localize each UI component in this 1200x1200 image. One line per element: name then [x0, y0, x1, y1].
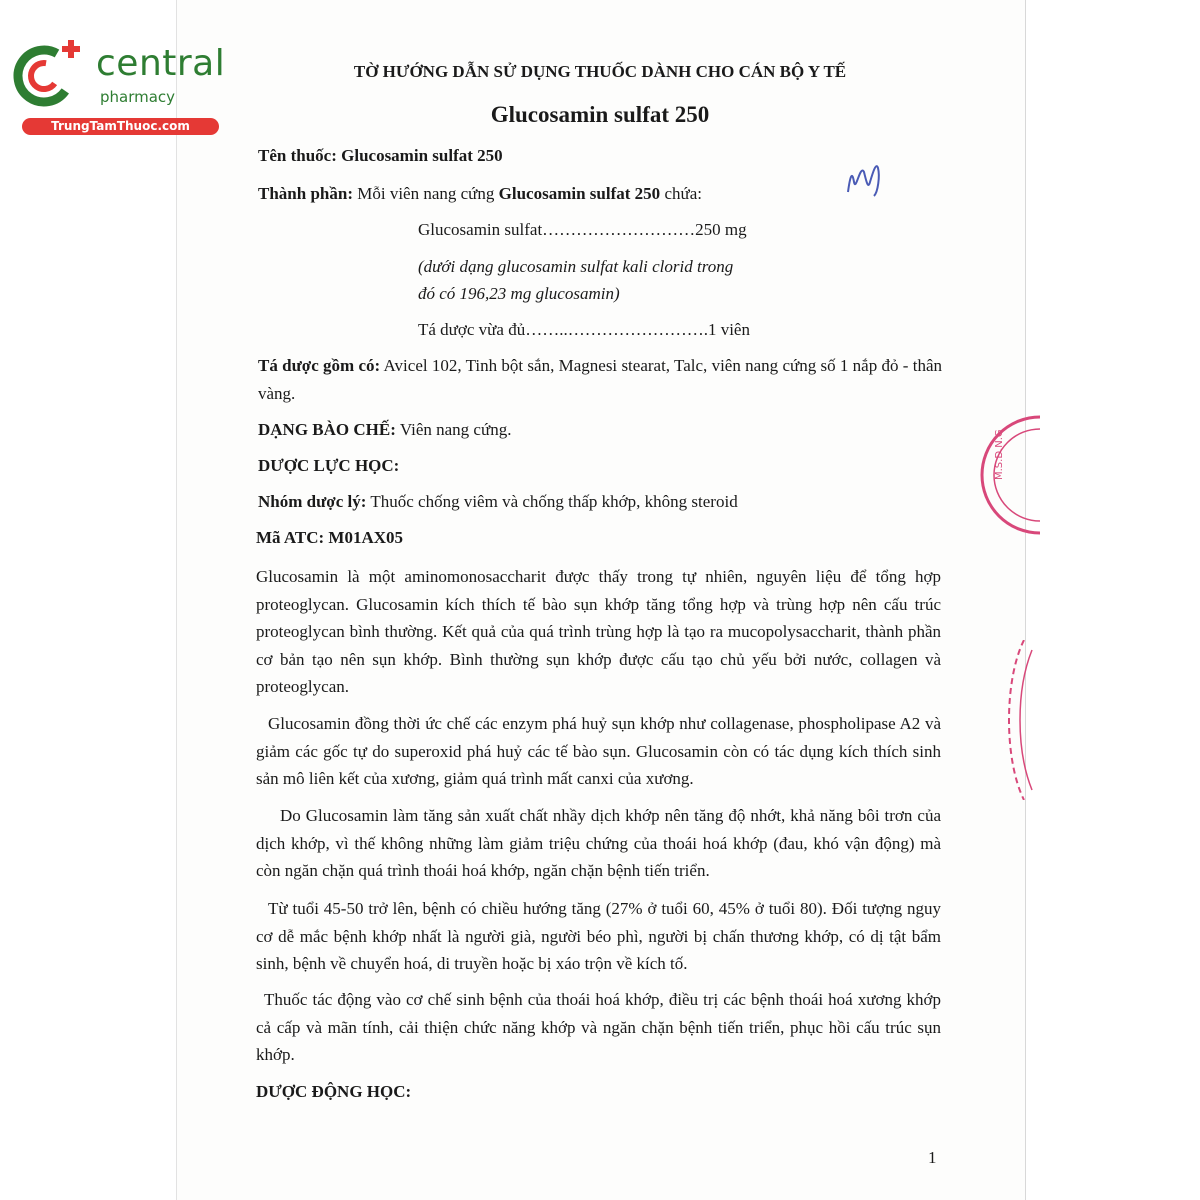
composition-drug: Glucosamin sulfat 250 [498, 184, 661, 203]
excipients-label: Tá dược gồm có: [258, 356, 381, 375]
document-heading: TỜ HƯỚNG DẪN SỬ DỤNG THUỐC DÀNH CHO CÁN BỘ Y TẾ [353, 62, 847, 81]
document-title: Glucosamin sulfat 250 [490, 102, 710, 127]
excipients-paragraph [258, 352, 942, 407]
drug-name-value: Glucosamin sulfat 250 [341, 146, 503, 165]
ingredient-note-1: (dưới dạng glucosamin sulfat kali clorid trong [418, 257, 734, 276]
logo-name: central [96, 43, 226, 84]
stamp-text: M.S.D.N.G [994, 429, 1005, 480]
paragraph-3: Do Glucosamin làm tăng sản xuất chất nhầy dịch khớp nên tăng độ nhớt, khả năng bôi trơn của dịch khớp, vì thế không những làm giảm triệu chứng của thoái hoá khớp (đau, khó vận động) mà còn ngăn chặn quá trình thoái hoá khớp, ngăn chặn bệnh tiến triển. [256, 806, 941, 880]
pharmacokinetics-heading: DƯỢC ĐỘNG HỌC: [256, 1082, 412, 1101]
composition-line [258, 182, 702, 206]
pharmacodynamics-heading: DƯỢC LỰC HỌC: [258, 456, 400, 475]
dosage-form-label: DẠNG BÀO CHẾ: [258, 420, 396, 439]
dosage-form-line [258, 418, 511, 442]
logo-url[interactable]: TrungTamThuoc.com [22, 118, 219, 135]
pharmacological-group-line [258, 490, 738, 514]
pharmacological-group-label: Nhóm dược lý: [258, 492, 367, 511]
official-stamp-icon [980, 400, 1040, 550]
paragraph-2: Glucosamin đồng thời ức chế các enzym phá huỷ sụn khớp như collagenase, phospholipase A2 và giảm các gốc tự do superoxid phá huỷ các tế bào sụn. Glucosamin còn có tác dụng kích thích sinh sản mô liên kết của xương, giảm quá trình mất canxi của xương. [256, 714, 941, 788]
paragraph-1: Glucosamin là một aminomonosaccharit được thấy trong tự nhiên, nguyên liệu để tổng hợp proteoglycan. Glucosamin kích thích tế bào sụn khớp tăng tổng hợp và trùng hợp nên cấu trúc proteoglycan bình thường. Kết quả của quá trình trùng hợp là tạo ra mucopolysaccharit, thành phần cơ bản tạo nên sụn khớp. Bình thường sụn khớp được cấu tạo chủ yếu bởi nước, collagen và proteoglycan. [256, 567, 941, 696]
dosage-form-text: Viên nang cứng. [399, 420, 512, 439]
composition-end: chứa: [664, 184, 702, 203]
ingredient-note-2: đó có 196,23 mg glucosamin) [418, 284, 620, 303]
atc-code: Mã ATC: M01AX05 [256, 528, 403, 547]
paragraph-5: Thuốc tác động vào cơ chế sinh bệnh của thoái hoá khớp, điều trị các bệnh thoái hoá xương khớp cả cấp và mãn tính, cải thiện chức năng khớp và ngăn chặn bệnh tiến triển, phục hồi cấu trúc sụn khớp. [256, 990, 941, 1064]
ingredient-line-2: Tá dược vừa đủ……..…………………….1 viên [418, 320, 750, 339]
composition-text: Mỗi viên nang cứng [357, 184, 495, 203]
pharmacy-logo-icon [10, 36, 90, 116]
paragraph-4: Từ tuổi 45-50 trở lên, bệnh có chiều hướng tăng (27% ở tuổi 60, 45% ở tuổi 80). Đối tượng nguy cơ dễ mắc bệnh khớp nhất là người già, người béo phì, người bị chấn thương khớp, có dị tật bẩm sinh, bệnh về chuyển hoá, di truyền hoặc bị xáo trộn về kích tố. [256, 899, 941, 973]
pharmacological-group-text: Thuốc chống viêm và chống thấp khớp, không steroid [370, 492, 738, 511]
page-number: 1 [928, 1148, 937, 1167]
logo-subtitle: pharmacy [100, 88, 176, 106]
composition-label: Thành phần: [258, 184, 353, 203]
drug-name-label: Tên thuốc: [258, 146, 337, 165]
ingredient-line-1: Glucosamin sulfat………………………250 mg [418, 220, 747, 239]
drug-name-line [258, 144, 503, 168]
handwritten-signature [840, 152, 890, 202]
partial-stamp-icon [996, 640, 1036, 800]
excipients-text: Avicel 102, Tinh bột sắn, Magnesi stearat, Talc, viên nang cứng số 1 nắp đỏ - thân vàng. [258, 356, 943, 403]
